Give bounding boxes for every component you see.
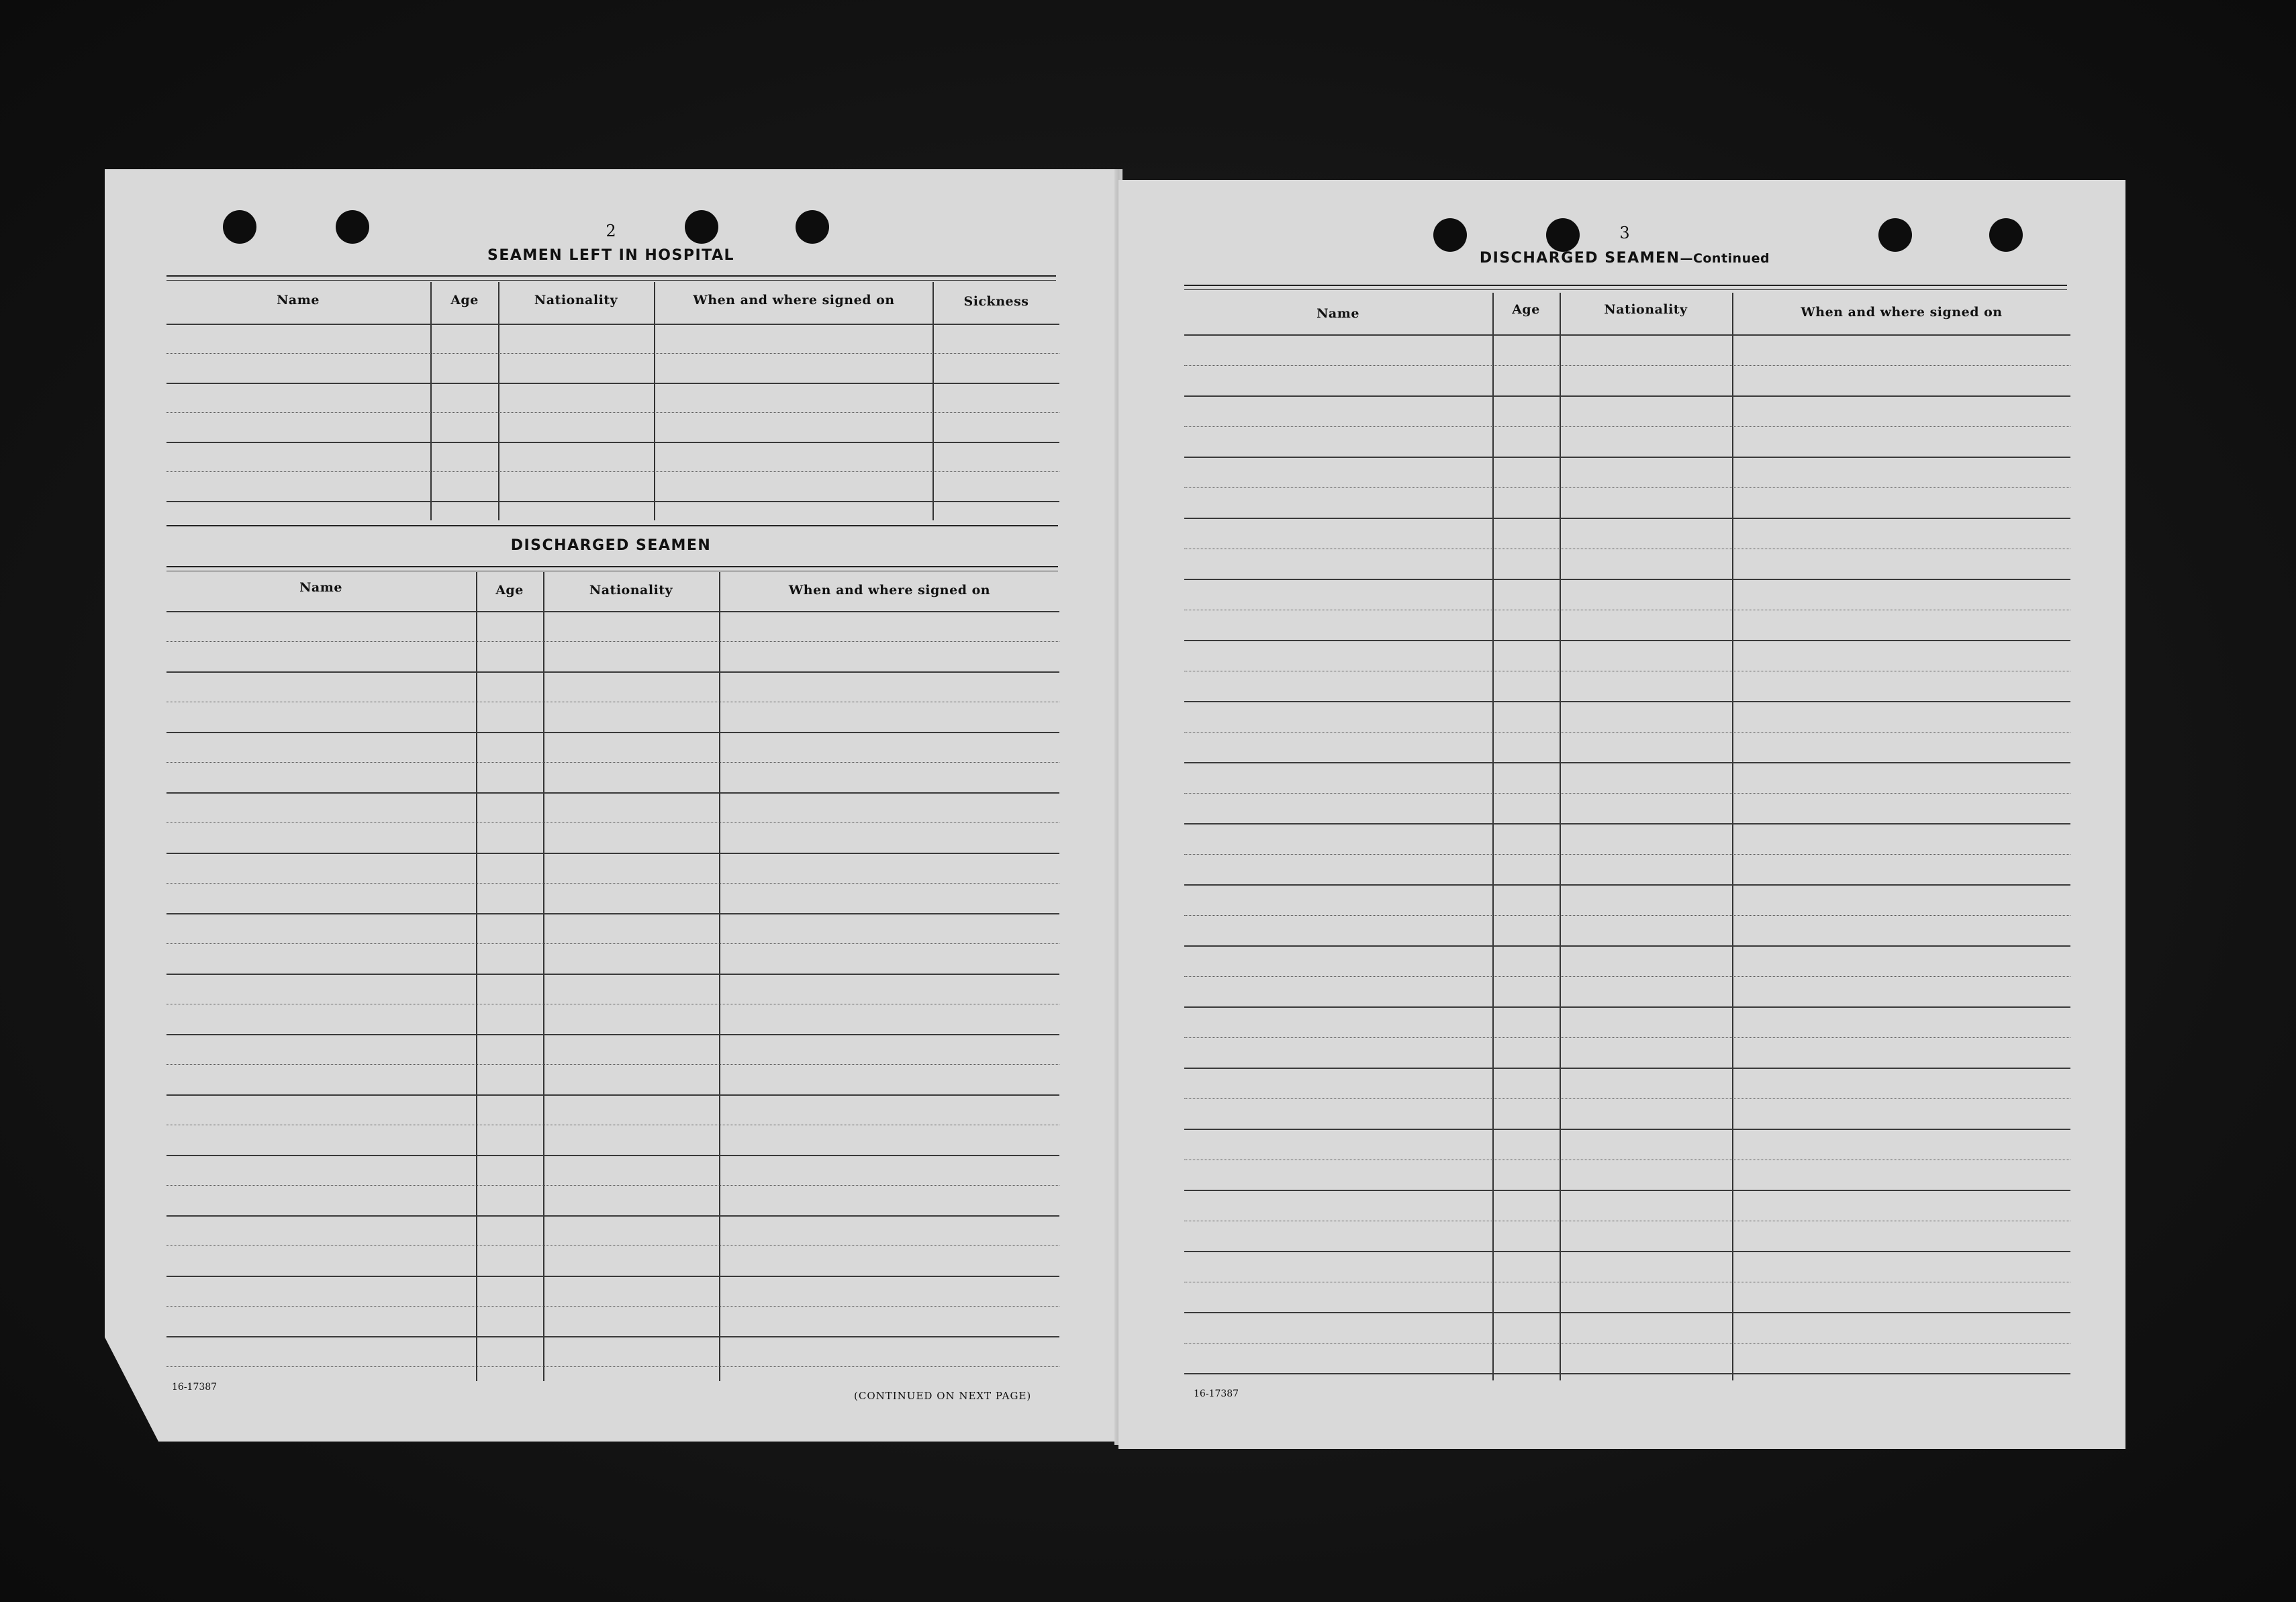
entry-line (1184, 1037, 2070, 1038)
column-divider (430, 282, 432, 520)
entry-line (1184, 1068, 2070, 1069)
form-code-right: 16-17387 (1194, 1388, 1239, 1399)
title-rule (1184, 285, 2067, 290)
entry-line (166, 501, 1059, 502)
entry-line (1184, 426, 2070, 427)
header-rule (166, 324, 1059, 325)
entry-line (166, 1366, 1059, 1367)
header-rule (166, 611, 1059, 612)
column-header-signed-on: When and where signed on (693, 293, 895, 308)
header-rule (1184, 334, 2070, 336)
entry-line (166, 1306, 1059, 1307)
title-rule (166, 566, 1058, 571)
entry-line (166, 822, 1059, 823)
entry-line (1184, 1312, 2070, 1313)
entry-line (166, 1094, 1059, 1096)
entry-line (166, 1155, 1059, 1156)
entry-line (166, 412, 1059, 413)
entry-line (1184, 823, 2070, 824)
punch-hole-icon (223, 210, 256, 244)
column-divider (719, 572, 720, 1381)
punch-hole-icon (1546, 218, 1580, 252)
column-header-signed-on: When and where signed on (788, 583, 991, 598)
entry-line (1184, 732, 2070, 733)
entry-line (1184, 1129, 2070, 1130)
entry-line (1184, 1373, 2070, 1374)
entry-line (1184, 1098, 2070, 1099)
entry-line (1184, 579, 2070, 580)
section-title-text: DISCHARGED SEAMEN (1479, 250, 1680, 267)
entry-line (166, 762, 1059, 763)
punch-hole-icon (1433, 218, 1467, 252)
column-divider (476, 572, 477, 1381)
entry-line (166, 943, 1059, 944)
entry-line (166, 1215, 1059, 1217)
punch-hole-icon (796, 210, 829, 244)
section-title-discharged-continued (1370, 250, 1880, 267)
entry-line (166, 353, 1059, 354)
entry-line (166, 1185, 1059, 1186)
entry-line (166, 1034, 1059, 1035)
entry-line (1184, 915, 2070, 916)
punch-hole-icon (336, 210, 369, 244)
entry-line (1184, 1006, 2070, 1008)
entry-line (166, 671, 1059, 673)
entry-line (166, 883, 1059, 884)
entry-line (1184, 395, 2070, 397)
column-divider (654, 282, 655, 520)
column-divider (1732, 293, 1733, 1380)
entry-line (1184, 884, 2070, 886)
column-divider (498, 282, 499, 520)
entry-line (166, 913, 1059, 914)
entry-line (1184, 1343, 2070, 1344)
column-header-nationality: Nationality (1604, 302, 1688, 317)
entry-line (1184, 487, 2070, 488)
entry-line (1184, 945, 2070, 947)
continued-note: (CONTINUED ON NEXT PAGE) (854, 1390, 1032, 1402)
column-header-age: Age (495, 583, 524, 598)
table-bottom-rule (166, 525, 1058, 528)
column-divider (1492, 293, 1494, 1380)
page-number-right: 3 (1619, 224, 1630, 242)
entry-line (1184, 1190, 2070, 1191)
entry-line (166, 792, 1059, 794)
entry-line (166, 853, 1059, 854)
section-title-suffix: —Continued (1680, 251, 1770, 266)
column-header-sickness: Sickness (963, 294, 1029, 309)
column-header-signed-on: When and where signed on (1801, 305, 2003, 320)
section-title-hospital: SEAMEN LEFT IN HOSPITAL (487, 247, 734, 264)
entry-line (166, 1245, 1059, 1246)
entry-line (166, 442, 1059, 443)
column-divider (543, 572, 544, 1381)
entry-line (1184, 640, 2070, 641)
entry-line (1184, 701, 2070, 702)
entry-line (1184, 457, 2070, 458)
entry-line (1184, 854, 2070, 855)
entry-line (166, 471, 1059, 472)
section-title-discharged: DISCHARGED SEAMEN (510, 537, 712, 554)
entry-line (1184, 1251, 2070, 1252)
entry-line (1184, 762, 2070, 763)
column-header-nationality: Nationality (534, 293, 618, 308)
punch-hole-icon (1989, 218, 2023, 252)
column-header-name: Name (299, 580, 342, 595)
discharged-table-left (166, 572, 1059, 1381)
entry-line (166, 1276, 1059, 1277)
hospital-table (166, 282, 1059, 520)
punch-hole-icon (1878, 218, 1912, 252)
page-number-left: 2 (606, 222, 616, 240)
title-rule (166, 275, 1056, 281)
discharged-table-right (1184, 293, 2070, 1380)
column-header-age: Age (1512, 302, 1540, 317)
punch-hole-icon (685, 210, 718, 244)
column-divider (932, 282, 934, 520)
column-header-name: Name (1317, 306, 1359, 321)
column-header-age: Age (450, 293, 479, 308)
entry-line (166, 1064, 1059, 1065)
entry-line (1184, 365, 2070, 366)
entry-line (1184, 793, 2070, 794)
column-header-nationality: Nationality (589, 583, 673, 598)
form-code-left: 16-17387 (172, 1382, 218, 1393)
entry-line (166, 732, 1059, 733)
entry-line (1184, 976, 2070, 977)
entry-line (166, 641, 1059, 642)
entry-line (166, 383, 1059, 384)
entry-line (1184, 518, 2070, 519)
column-divider (1560, 293, 1561, 1380)
entry-line (166, 974, 1059, 975)
column-header-name: Name (277, 293, 320, 308)
entry-line (166, 1336, 1059, 1337)
